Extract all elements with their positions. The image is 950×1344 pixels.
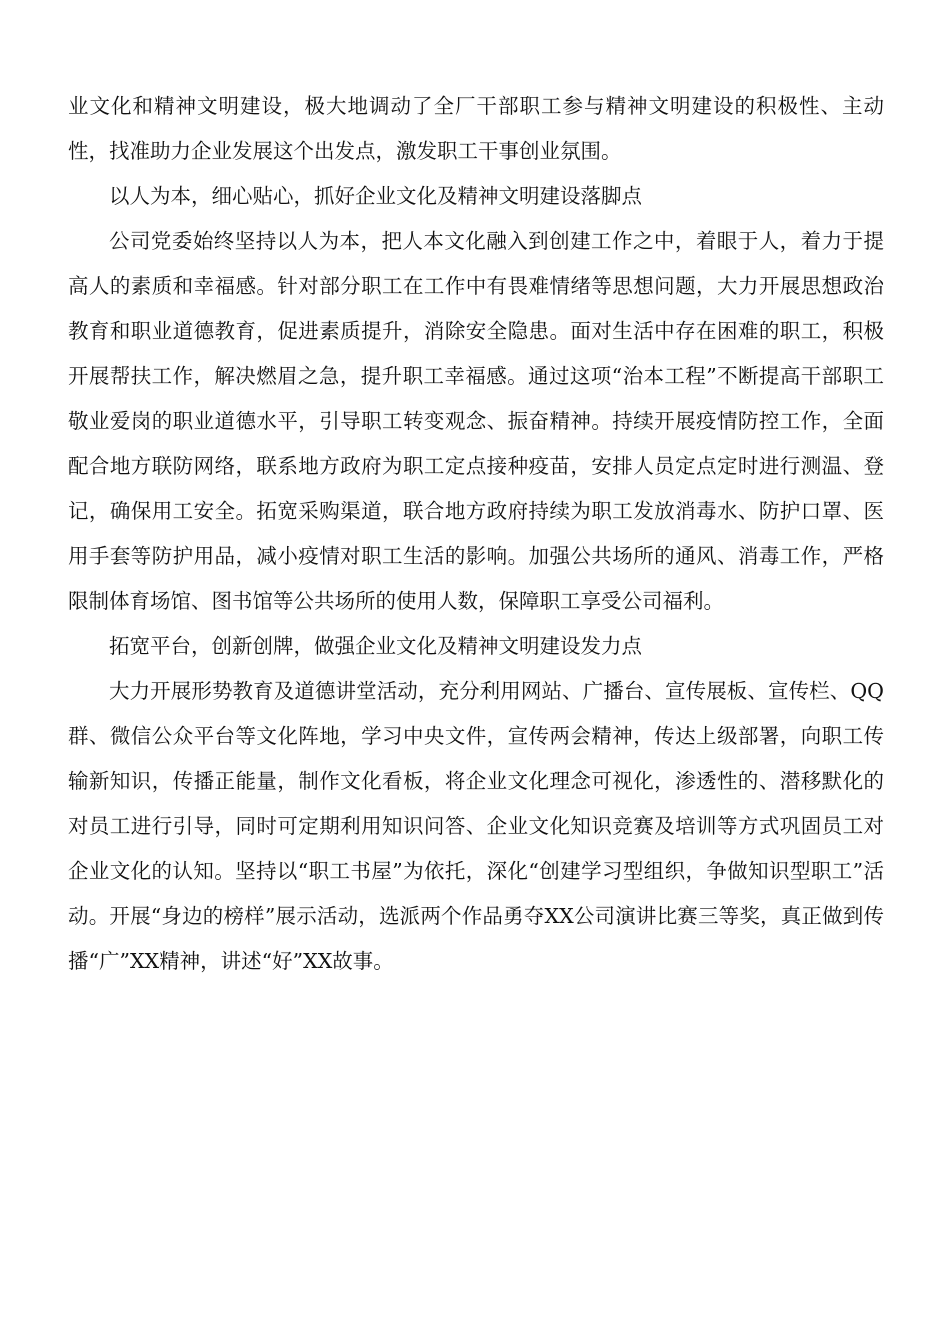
- section-heading-platform: 拓宽平台，创新创牌，做强企业文化及精神文明建设发力点: [109, 634, 642, 658]
- paragraph-people-oriented: 公司党委始终坚持以人为本，把人本文化融入到创建工作之中，着眼于人，着力于提高人的素质和幸福感。针对部分职工在工作中有畏难情绪等思想问题，大力开展思想政治教育和职业道德教育，促进素质提升，消除安全隐患。面对生活中存在困难的职工，积极开展帮扶工作，解决燃眉之急，提升职工幸福感。通过这项“治本工程”不断提高干部职工敬业爱岗的职业道德水平，引导职工转变观念、振奋精神。持续开展疫情防控工作，全面配合地方联防网络，联系地方政府为职工定点接种疫苗，安排人员定点定时进行测温、登记，确保用工安全。拓宽采购渠道，联合地方政府持续为职工发放消毒水、防护口罩、医用手套等防护用品，减小疫情对职工生活的影响。加强公共场所的通风、消毒工作，严格限制体育场馆、图书馆等公共场所的使用人数，保障职工享受公司福利。: [68, 229, 884, 613]
- paragraph-platform: 大力开展形势教育及道德讲堂活动，充分利用网站、广播台、宣传展板、宣传栏、QQ群、微信公众平台等文化阵地，学习中央文件，宣传两会精神，传达上级部署，向职工传输新知识，传播正能量，制作文化看板，将企业文化理念可视化，渗透性的、潜移默化的对员工进行引导，同时可定期利用知识问答、企业文化知识竞赛及培训等方式巩固员工对企业文化的认知。坚持以“职工书屋”为依托，深化“创建学习型组织，争做知识型职工”活动。开展“身边的榜样”展示活动，选派两个作品勇夺XX公司演讲比赛三等奖，真正做到传播“广”XX精神，讲述“好”XX故事。: [68, 679, 884, 973]
- paragraph-continuation: 业文化和精神文明建设，极大地调动了全厂干部职工参与精神文明建设的积极性、主动性，找准助力企业发展这个出发点，激发职工干事创业氛围。: [68, 94, 884, 163]
- section-heading-people-oriented: 以人为本，细心贴心，抓好企业文化及精神文明建设落脚点: [109, 184, 642, 208]
- document-page: [68, 84, 884, 984]
